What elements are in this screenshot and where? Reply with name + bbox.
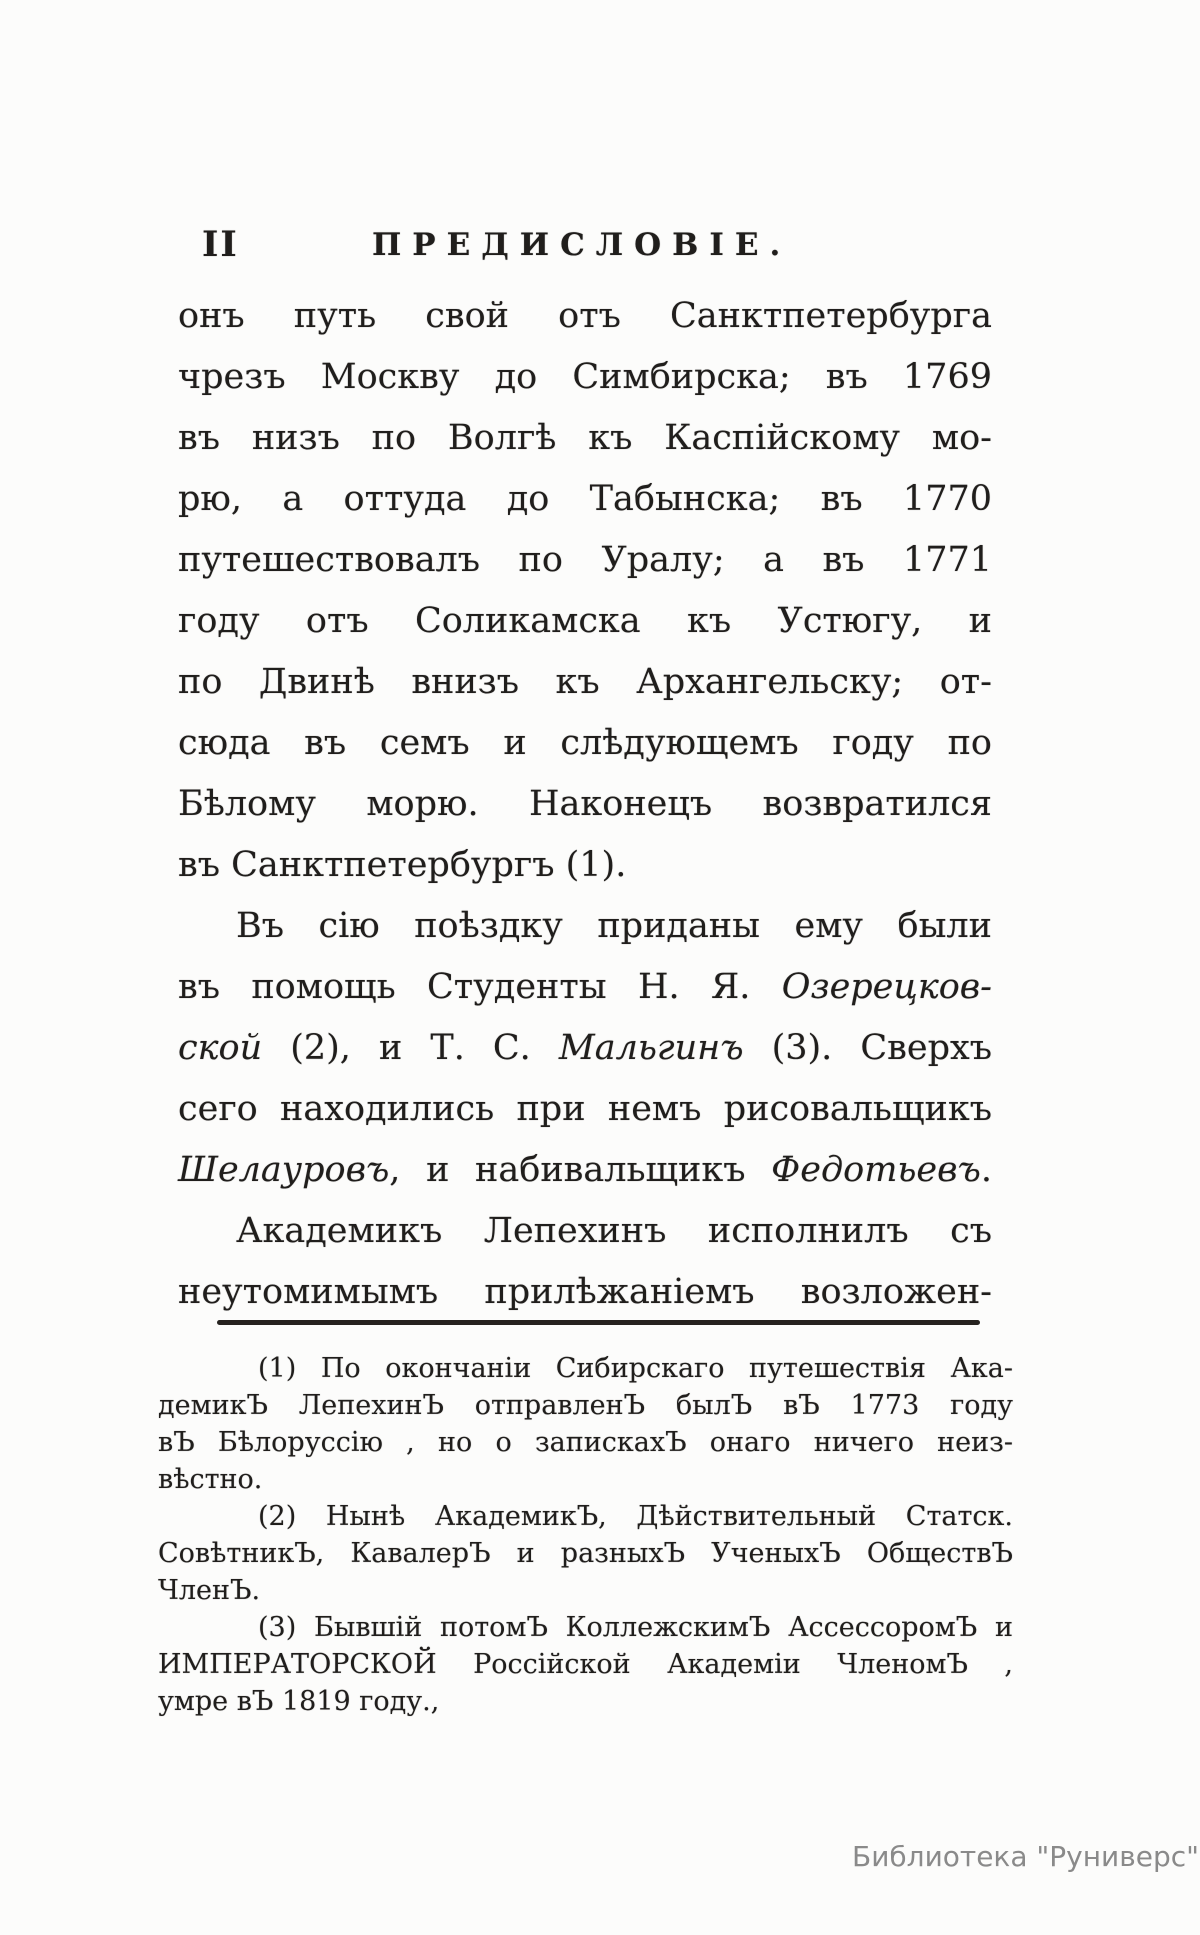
library-watermark: Библиотека "Руниверс" [852, 1840, 1200, 1873]
body-line [178, 347, 992, 408]
footnote-separator-rule [217, 1320, 980, 1325]
body-line-text: путешествовалъ по Уралу; а въ 1771 [178, 540, 992, 580]
body-line-text: сего находились при немъ рисовальщикъ [178, 1089, 992, 1129]
body-line [178, 835, 992, 896]
body-line [178, 957, 992, 1018]
body-line-text: чрезъ Москву до Симбирска; въ 1769 [178, 357, 992, 397]
body-line-text: Въ сію поѣздку приданы ему были [236, 906, 992, 946]
body-line [178, 896, 992, 957]
body-line [178, 286, 992, 347]
footnote-line: вЪ Бѣлоруссію , но о запискахЪ онаго ничего неиз- [158, 1427, 1013, 1458]
footnote-line: ИМПЕРАТОРСКОЙ Россійской Академіи ЧленомЪ , [158, 1649, 1013, 1680]
page-title: ПРЕДИСЛОВІЕ. [372, 227, 792, 263]
page-number: II [202, 224, 239, 265]
body-line-text: сюда въ семъ и слѣдующемъ году по [178, 723, 992, 763]
body-line [178, 1079, 992, 1140]
footnote-line: ЧленЪ. [158, 1575, 261, 1606]
body-line-text: неутомимымъ прилѣжаніемъ возложен- [178, 1272, 992, 1312]
body-line [178, 774, 992, 835]
footnote-line: умре вЪ 1819 году., [158, 1686, 440, 1717]
body-line-text: въ помощь Студенты Н. Я. [178, 967, 782, 1007]
body-line-text: (3). Сверхъ [743, 1028, 992, 1068]
footnotes [158, 1350, 1013, 1720]
body-line-text: Академикъ Лепехинъ исполнилъ съ [236, 1211, 992, 1251]
italic-name-text: ской [178, 1028, 263, 1068]
body-line-text: Бѣлому морю. Наконецъ возвратился [178, 784, 992, 824]
body-line [178, 713, 992, 774]
italic-name-text: Озерецков- [781, 967, 992, 1007]
body-text [178, 286, 992, 1323]
footnote-line: (1) По окончаніи Сибирскаго путешествія Ака- [258, 1353, 1013, 1384]
italic-name-text: Мальгинъ [558, 1028, 744, 1068]
footnote-line: вѣстно. [158, 1464, 263, 1495]
footnote-line: (2) Нынѣ АкадемикЪ, Дѣйствительный Статск. [258, 1501, 1013, 1532]
italic-name-text: Шелауровъ [178, 1150, 390, 1190]
body-line [178, 1262, 992, 1323]
footnote-line: (3) Бывшій потомЪ КоллежскимЪ АссессоромЪ и [258, 1612, 1013, 1643]
body-line-text: въ Санктпетербургъ (1). [178, 845, 627, 885]
body-line-text: (2), и Т. С. [262, 1028, 559, 1068]
body-line [178, 1140, 992, 1201]
body-line-text: рю, а оттуда до Табынска; въ 1770 [178, 479, 992, 519]
footnote-line: СовѣтникЪ, КавалерЪ и разныхЪ УченыхЪ ОбществЪ [158, 1538, 1013, 1569]
body-line [178, 1201, 992, 1262]
body-line [178, 469, 992, 530]
body-line-text: онъ путь свой отъ Санктпетербурга [178, 296, 992, 336]
footnote-line: демикЪ ЛепехинЪ отправленЪ былЪ вЪ 1773 году [158, 1390, 1013, 1421]
body-line [178, 530, 992, 591]
body-line [178, 1018, 992, 1079]
body-line-text: году отъ Соликамска къ Устюгу, и [178, 601, 992, 641]
italic-name-text: Федотьевъ [771, 1150, 981, 1190]
body-line [178, 591, 992, 652]
body-line-text: , и набивальщикъ [389, 1150, 772, 1190]
body-line [178, 408, 992, 469]
body-line-text: по Двинѣ внизъ къ Архангельску; от- [178, 662, 992, 702]
body-line-text: въ низъ по Волгѣ къ Каспійскому мо- [178, 418, 992, 458]
body-line-text: . [980, 1150, 992, 1190]
body-line [178, 652, 992, 713]
